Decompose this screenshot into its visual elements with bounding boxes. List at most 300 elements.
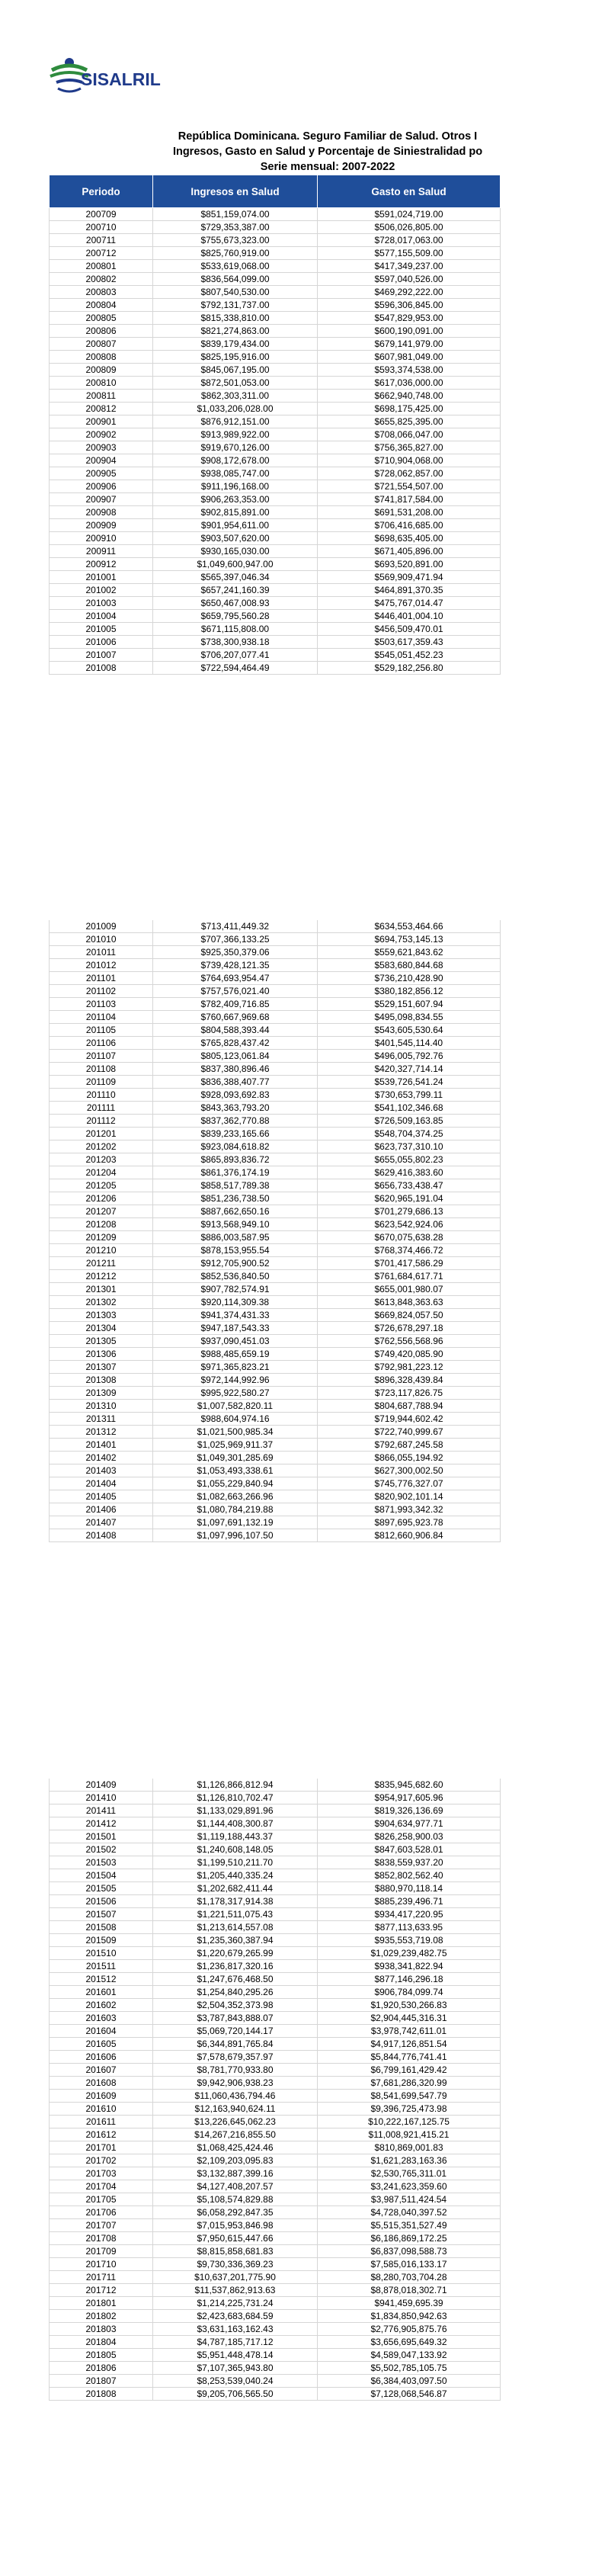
cell-gasto: $698,175,425.00 [318, 403, 501, 415]
cell-ingresos: $565,397,046.34 [153, 571, 318, 584]
data-table-block-2 [49, 920, 501, 1542]
cell-gasto: $880,970,118.14 [318, 1882, 501, 1895]
cell-gasto: $613,848,363.63 [318, 1296, 501, 1309]
cell-periodo: 201704 [50, 2180, 153, 2193]
cell-ingresos: $947,187,543.33 [153, 1322, 318, 1335]
cell-periodo: 201008 [50, 662, 153, 675]
cell-ingresos: $7,107,365,943.80 [153, 2362, 318, 2375]
cell-ingresos: $805,123,061.84 [153, 1050, 318, 1063]
cell-periodo: 201412 [50, 1817, 153, 1830]
cell-gasto: $600,190,091.00 [318, 325, 501, 338]
table-row [50, 662, 501, 675]
cell-gasto: $577,155,509.00 [318, 247, 501, 260]
table-row [50, 428, 501, 441]
cell-gasto: $655,001,980.07 [318, 1283, 501, 1296]
cell-periodo: 201411 [50, 1804, 153, 1817]
cell-ingresos: $804,588,393.44 [153, 1024, 318, 1037]
cell-ingresos: $1,068,425,424.46 [153, 2141, 318, 2154]
cell-gasto: $698,635,405.00 [318, 532, 501, 545]
table-row [50, 1426, 501, 1439]
cell-ingresos: $1,033,206,028.00 [153, 403, 318, 415]
cell-ingresos: $707,366,133.25 [153, 933, 318, 946]
cell-ingresos: $1,236,817,320.16 [153, 1960, 318, 1973]
cell-periodo: 201703 [50, 2167, 153, 2180]
cell-ingresos: $1,097,691,132.19 [153, 1516, 318, 1529]
table-row [50, 1779, 501, 1792]
cell-gasto: $701,417,586.29 [318, 1257, 501, 1270]
cell-gasto: $877,113,633.95 [318, 1921, 501, 1934]
cell-ingresos: $988,604,974.16 [153, 1413, 318, 1426]
cell-ingresos: $906,263,353.00 [153, 493, 318, 506]
table-row [50, 1413, 501, 1426]
cell-periodo: 200709 [50, 208, 153, 221]
cell-gasto: $4,589,047,133.92 [318, 2349, 501, 2362]
cell-gasto: $380,182,856.12 [318, 985, 501, 998]
cell-periodo: 201608 [50, 2077, 153, 2090]
table-row [50, 2025, 501, 2038]
sisalril-logo-mark [49, 53, 201, 99]
cell-gasto: $545,051,452.23 [318, 649, 501, 662]
table-row [50, 2362, 501, 2375]
cell-gasto: $541,102,346.68 [318, 1102, 501, 1115]
cell-periodo: 201002 [50, 584, 153, 597]
table-row [50, 351, 501, 364]
cell-gasto: $469,292,222.00 [318, 286, 501, 299]
cell-ingresos: $722,594,464.49 [153, 662, 318, 675]
cell-ingresos: $972,144,992.96 [153, 1374, 318, 1387]
cell-ingresos: $825,760,919.00 [153, 247, 318, 260]
cell-gasto: $671,405,896.00 [318, 545, 501, 558]
cell-gasto: $559,621,843.62 [318, 946, 501, 959]
table-row [50, 1477, 501, 1490]
cell-periodo: 201706 [50, 2206, 153, 2219]
cell-periodo: 201212 [50, 1270, 153, 1283]
cell-ingresos: $862,303,311.00 [153, 390, 318, 403]
cell-periodo: 201709 [50, 2245, 153, 2258]
table-row [50, 1153, 501, 1166]
cell-periodo: 201409 [50, 1779, 153, 1792]
cell-periodo: 201808 [50, 2388, 153, 2401]
table-row [50, 454, 501, 467]
table-row [50, 2232, 501, 2245]
cell-ingresos: $1,080,784,219.88 [153, 1503, 318, 1516]
cell-gasto: $819,326,136.69 [318, 1804, 501, 1817]
cell-ingresos: $4,127,408,207.57 [153, 2180, 318, 2193]
table-row [50, 1205, 501, 1218]
cell-periodo: 201206 [50, 1192, 153, 1205]
cell-gasto: $539,726,541.24 [318, 1076, 501, 1089]
cell-ingresos: $865,893,836.72 [153, 1153, 318, 1166]
cell-gasto: $728,017,063.00 [318, 234, 501, 247]
cell-ingresos: $837,380,896.46 [153, 1063, 318, 1076]
table-row [50, 2167, 501, 2180]
cell-periodo: 201311 [50, 1413, 153, 1426]
cell-periodo: 201601 [50, 1986, 153, 1999]
table-row [50, 649, 501, 662]
cell-gasto: $866,055,194.92 [318, 1452, 501, 1464]
cell-gasto: $749,420,085.90 [318, 1348, 501, 1361]
cell-periodo: 201001 [50, 571, 153, 584]
sisalril-logo [49, 53, 201, 99]
cell-periodo: 201611 [50, 2116, 153, 2128]
cell-gasto: $583,680,844.68 [318, 959, 501, 972]
cell-periodo: 200803 [50, 286, 153, 299]
cell-gasto: $762,556,568.96 [318, 1335, 501, 1348]
cell-periodo: 201803 [50, 2323, 153, 2336]
table-row [50, 234, 501, 247]
cell-gasto: $3,241,623,359.60 [318, 2180, 501, 2193]
cell-periodo: 201305 [50, 1335, 153, 1348]
table-row [50, 2180, 501, 2193]
cell-periodo: 201404 [50, 1477, 153, 1490]
cell-ingresos: $913,989,922.00 [153, 428, 318, 441]
cell-gasto: $446,401,004.10 [318, 610, 501, 623]
cell-ingresos: $836,564,099.00 [153, 273, 318, 286]
table-row [50, 1335, 501, 1348]
cell-periodo: 201204 [50, 1166, 153, 1179]
cell-gasto: $7,585,016,133.17 [318, 2258, 501, 2271]
cell-gasto: $655,055,802.23 [318, 1153, 501, 1166]
cell-ingresos: $887,662,650.16 [153, 1205, 318, 1218]
cell-gasto: $569,909,471.94 [318, 571, 501, 584]
cell-periodo: 201606 [50, 2051, 153, 2064]
data-table-block-1 [49, 175, 501, 675]
cell-ingresos: $2,423,683,684.59 [153, 2310, 318, 2323]
cell-gasto: $708,066,047.00 [318, 428, 501, 441]
cell-periodo: 200903 [50, 441, 153, 454]
cell-periodo: 201607 [50, 2064, 153, 2077]
cell-ingresos: $12,163,940,624.11 [153, 2103, 318, 2116]
cell-ingresos: $765,828,437.42 [153, 1037, 318, 1050]
report-title-line-1: República Dominicana. Seguro Familiar de Salud. Otros I [178, 130, 478, 143]
table-row [50, 415, 501, 428]
cell-periodo: 201506 [50, 1895, 153, 1908]
cell-ingresos: $928,093,692.83 [153, 1089, 318, 1102]
cell-periodo: 201602 [50, 1999, 153, 2012]
table-row [50, 2090, 501, 2103]
cell-periodo: 200804 [50, 299, 153, 312]
cell-ingresos: $792,131,737.00 [153, 299, 318, 312]
cell-gasto: $730,653,799.11 [318, 1089, 501, 1102]
header-ingresos: Ingresos en Salud [153, 175, 318, 208]
cell-gasto: $804,687,788.94 [318, 1400, 501, 1413]
cell-ingresos: $659,795,560.28 [153, 610, 318, 623]
cell-ingresos: $913,568,949.10 [153, 1218, 318, 1231]
table-row [50, 532, 501, 545]
table-row [50, 403, 501, 415]
cell-gasto: $722,740,999.67 [318, 1426, 501, 1439]
cell-gasto: $593,374,538.00 [318, 364, 501, 377]
table-row [50, 920, 501, 933]
table-row [50, 1050, 501, 1063]
cell-ingresos: $1,199,510,211.70 [153, 1856, 318, 1869]
cell-ingresos: $8,253,539,040.24 [153, 2375, 318, 2388]
table-row [50, 2349, 501, 2362]
cell-ingresos: $1,097,996,107.50 [153, 1529, 318, 1542]
cell-ingresos: $852,536,840.50 [153, 1270, 318, 1283]
cell-periodo: 201105 [50, 1024, 153, 1037]
cell-periodo: 201211 [50, 1257, 153, 1270]
report-title-line-2: Ingresos, Gasto en Salud y Porcentaje de Siniestralidad po [172, 146, 483, 158]
cell-ingresos: $1,254,840,295.26 [153, 1986, 318, 1999]
cell-gasto: $941,459,695.39 [318, 2297, 501, 2310]
cell-gasto: $838,559,937.20 [318, 1856, 501, 1869]
cell-periodo: 201308 [50, 1374, 153, 1387]
cell-ingresos: $8,815,858,681.83 [153, 2245, 318, 2258]
table-row [50, 1309, 501, 1322]
data-table-block-3 [49, 1779, 501, 2401]
table-row [50, 1166, 501, 1179]
cell-periodo: 201609 [50, 2090, 153, 2103]
cell-periodo: 200806 [50, 325, 153, 338]
cell-periodo: 200902 [50, 428, 153, 441]
table-row [50, 636, 501, 649]
cell-ingresos: $843,363,793.20 [153, 1102, 318, 1115]
table-row [50, 2064, 501, 2077]
cell-gasto: $904,634,977.71 [318, 1817, 501, 1830]
cell-periodo: 201505 [50, 1882, 153, 1895]
cell-periodo: 201610 [50, 2103, 153, 2116]
table-row [50, 1270, 501, 1283]
cell-periodo: 200812 [50, 403, 153, 415]
cell-ingresos: $9,205,706,565.50 [153, 2388, 318, 2401]
table-row [50, 2323, 501, 2336]
cell-gasto: $629,416,383.60 [318, 1166, 501, 1179]
cell-periodo: 200811 [50, 390, 153, 403]
cell-ingresos: $872,501,053.00 [153, 377, 318, 390]
cell-ingresos: $2,109,203,095.83 [153, 2154, 318, 2167]
table-row [50, 1999, 501, 2012]
cell-periodo: 201503 [50, 1856, 153, 1869]
cell-ingresos: $713,411,449.32 [153, 920, 318, 933]
cell-gasto: $7,128,068,546.87 [318, 2388, 501, 2401]
cell-gasto: $4,728,040,397.52 [318, 2206, 501, 2219]
cell-gasto: $728,062,857.00 [318, 467, 501, 480]
cell-gasto: $623,737,310.10 [318, 1140, 501, 1153]
cell-periodo: 201312 [50, 1426, 153, 1439]
table-row [50, 610, 501, 623]
cell-periodo: 201802 [50, 2310, 153, 2323]
table-row [50, 2258, 501, 2271]
cell-gasto: $547,829,953.00 [318, 312, 501, 325]
brand-name: SISALRIL [81, 69, 161, 89]
cell-periodo: 200911 [50, 545, 153, 558]
cell-ingresos: $7,950,615,447.66 [153, 2232, 318, 2245]
cell-ingresos: $1,126,810,702.47 [153, 1792, 318, 1804]
cell-ingresos: $671,115,808.00 [153, 623, 318, 636]
table-row [50, 2154, 501, 2167]
cell-ingresos: $908,172,678.00 [153, 454, 318, 467]
cell-periodo: 201708 [50, 2232, 153, 2245]
cell-periodo: 201112 [50, 1115, 153, 1128]
cell-gasto: $938,341,822.94 [318, 1960, 501, 1973]
cell-periodo: 201807 [50, 2375, 153, 2388]
cell-gasto: $934,417,220.95 [318, 1908, 501, 1921]
table-row [50, 1529, 501, 1542]
cell-gasto: $896,328,439.84 [318, 1374, 501, 1387]
cell-periodo: 201406 [50, 1503, 153, 1516]
table-row [50, 493, 501, 506]
table-row [50, 480, 501, 493]
table-row [50, 1231, 501, 1244]
cell-ingresos: $839,179,434.00 [153, 338, 318, 351]
cell-gasto: $11,008,921,415.21 [318, 2128, 501, 2141]
table-row [50, 2193, 501, 2206]
cell-gasto: $3,978,742,611.01 [318, 2025, 501, 2038]
table-row [50, 286, 501, 299]
cell-periodo: 201511 [50, 1960, 153, 1973]
table-row [50, 1973, 501, 1986]
cell-periodo: 201502 [50, 1843, 153, 1856]
cell-periodo: 201509 [50, 1934, 153, 1947]
table-row [50, 2375, 501, 2388]
table-row [50, 1322, 501, 1335]
cell-gasto: $417,349,237.00 [318, 260, 501, 273]
cell-periodo: 201306 [50, 1348, 153, 1361]
cell-gasto: $597,040,526.00 [318, 273, 501, 286]
cell-gasto: $820,902,101.14 [318, 1490, 501, 1503]
cell-ingresos: $1,178,317,914.38 [153, 1895, 318, 1908]
cell-gasto: $3,987,511,424.54 [318, 2193, 501, 2206]
table-row [50, 1908, 501, 1921]
table-row [50, 1804, 501, 1817]
table-row [50, 1503, 501, 1516]
cell-gasto: $9,396,725,473.98 [318, 2103, 501, 2116]
cell-periodo: 201707 [50, 2219, 153, 2232]
cell-gasto: $669,824,057.50 [318, 1309, 501, 1322]
cell-periodo: 201401 [50, 1439, 153, 1452]
cell-gasto: $401,545,114.40 [318, 1037, 501, 1050]
cell-periodo: 200907 [50, 493, 153, 506]
header-periodo: Periodo [50, 175, 153, 208]
cell-periodo: 201012 [50, 959, 153, 972]
cell-gasto: $792,981,223.12 [318, 1361, 501, 1374]
table-row [50, 2219, 501, 2232]
cell-ingresos: $1,240,608,148.05 [153, 1843, 318, 1856]
table-row [50, 247, 501, 260]
report-title-line-3: Serie mensual: 2007-2022 [260, 161, 395, 173]
cell-periodo: 201208 [50, 1218, 153, 1231]
table-row [50, 1283, 501, 1296]
table-row [50, 1037, 501, 1050]
cell-gasto: $670,075,638.28 [318, 1231, 501, 1244]
cell-periodo: 201504 [50, 1869, 153, 1882]
cell-gasto: $741,817,584.00 [318, 493, 501, 506]
cell-gasto: $475,767,014.47 [318, 597, 501, 610]
cell-gasto: $6,837,098,588.73 [318, 2245, 501, 2258]
cell-ingresos: $757,576,021.40 [153, 985, 318, 998]
cell-gasto: $7,681,286,320.99 [318, 2077, 501, 2090]
cell-periodo: 200801 [50, 260, 153, 273]
cell-ingresos: $1,202,682,411.44 [153, 1882, 318, 1895]
cell-ingresos: $995,922,580.27 [153, 1387, 318, 1400]
cell-gasto: $456,509,470.01 [318, 623, 501, 636]
cell-gasto: $1,920,530,266.83 [318, 1999, 501, 2012]
cell-periodo: 200912 [50, 558, 153, 571]
cell-gasto: $852,802,562.40 [318, 1869, 501, 1882]
table-row [50, 1921, 501, 1934]
cell-periodo: 201005 [50, 623, 153, 636]
cell-periodo: 200809 [50, 364, 153, 377]
cell-periodo: 201109 [50, 1076, 153, 1089]
cell-ingresos: $738,300,938.18 [153, 636, 318, 649]
table-row [50, 946, 501, 959]
cell-gasto: $5,844,776,741.41 [318, 2051, 501, 2064]
table-row [50, 2128, 501, 2141]
cell-gasto: $954,917,605.96 [318, 1792, 501, 1804]
table-row [50, 1011, 501, 1024]
cell-gasto: $2,904,445,316.31 [318, 2012, 501, 2025]
table-row [50, 985, 501, 998]
cell-gasto: $591,024,719.00 [318, 208, 501, 221]
table-row [50, 1947, 501, 1960]
cell-periodo: 201006 [50, 636, 153, 649]
cell-ingresos: $729,353,387.00 [153, 221, 318, 234]
table-row [50, 972, 501, 985]
cell-gasto: $496,005,792.76 [318, 1050, 501, 1063]
cell-gasto: $620,965,191.04 [318, 1192, 501, 1205]
table-row [50, 208, 501, 221]
cell-ingresos: $8,781,770,933.80 [153, 2064, 318, 2077]
cell-gasto: $6,384,403,097.50 [318, 2375, 501, 2388]
cell-ingresos: $920,114,309.38 [153, 1296, 318, 1309]
cell-ingresos: $941,374,431.33 [153, 1309, 318, 1322]
cell-gasto: $701,279,686.13 [318, 1205, 501, 1218]
cell-ingresos: $5,069,720,144.17 [153, 2025, 318, 2038]
cell-periodo: 200802 [50, 273, 153, 286]
cell-ingresos: $11,537,862,913.63 [153, 2284, 318, 2297]
cell-periodo: 201310 [50, 1400, 153, 1413]
cell-ingresos: $706,207,077.41 [153, 649, 318, 662]
table-row [50, 584, 501, 597]
table-row [50, 2284, 501, 2297]
cell-ingresos: $919,670,126.00 [153, 441, 318, 454]
cell-ingresos: $1,025,969,911.37 [153, 1439, 318, 1452]
table-row [50, 2271, 501, 2284]
cell-gasto: $897,695,923.78 [318, 1516, 501, 1529]
table-row [50, 1516, 501, 1529]
cell-ingresos: $923,084,618.82 [153, 1140, 318, 1153]
cell-periodo: 201201 [50, 1128, 153, 1140]
cell-gasto: $847,603,528.01 [318, 1843, 501, 1856]
cell-gasto: $726,509,163.85 [318, 1115, 501, 1128]
cell-periodo: 201307 [50, 1361, 153, 1374]
cell-gasto: $706,416,685.00 [318, 519, 501, 532]
cell-ingresos: $878,153,955.54 [153, 1244, 318, 1257]
cell-periodo: 201705 [50, 2193, 153, 2206]
cell-ingresos: $1,082,663,266.96 [153, 1490, 318, 1503]
cell-ingresos: $10,637,201,775.90 [153, 2271, 318, 2284]
cell-periodo: 201603 [50, 2012, 153, 2025]
cell-gasto: $726,678,297.18 [318, 1322, 501, 1335]
cell-ingresos: $1,144,408,300.87 [153, 1817, 318, 1830]
cell-ingresos: $3,787,843,888.07 [153, 2012, 318, 2025]
cell-periodo: 201007 [50, 649, 153, 662]
table-row [50, 2310, 501, 2323]
cell-periodo: 201801 [50, 2297, 153, 2310]
cell-ingresos: $851,236,738.50 [153, 1192, 318, 1205]
table-row [50, 571, 501, 584]
cell-ingresos: $858,517,789.38 [153, 1179, 318, 1192]
cell-ingresos: $907,782,574.91 [153, 1283, 318, 1296]
table-row [50, 1464, 501, 1477]
cell-gasto: $548,704,374.25 [318, 1128, 501, 1140]
table-row [50, 2077, 501, 2090]
cell-periodo: 200808 [50, 351, 153, 364]
table-row [50, 1374, 501, 1387]
cell-periodo: 201804 [50, 2336, 153, 2349]
table-row [50, 1063, 501, 1076]
